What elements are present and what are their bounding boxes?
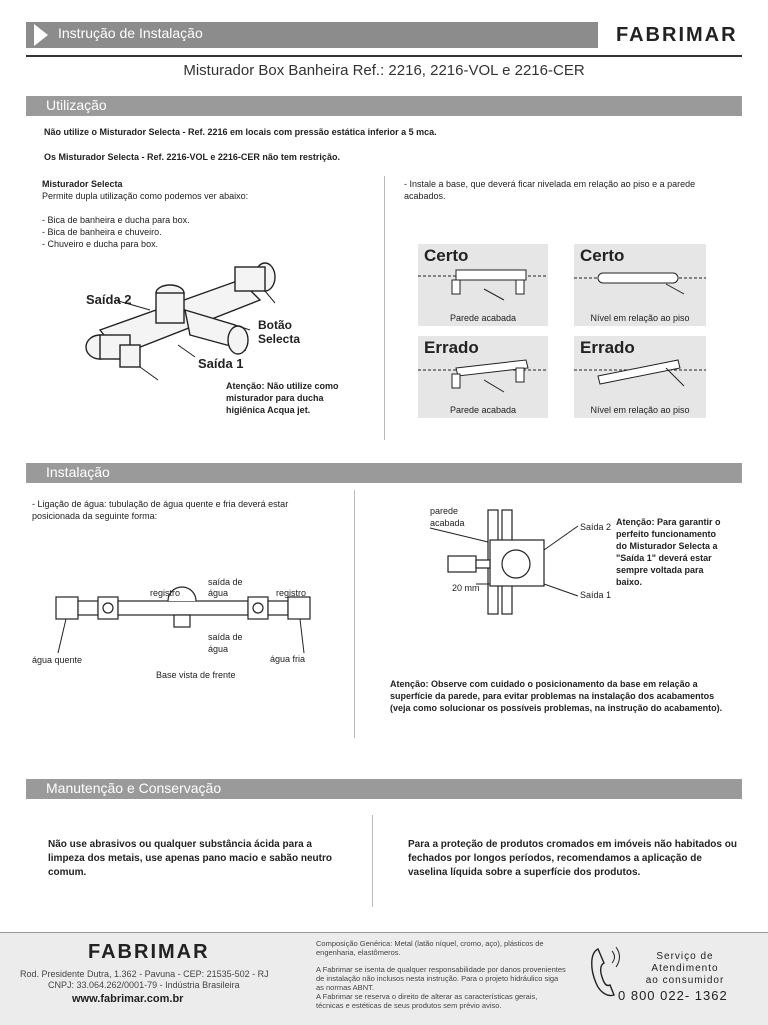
misturador-text: Permite dupla utilização como podemos ver abaixo: [42,191,249,201]
label-agua-fria: água fria [270,654,306,664]
pipe-drawing [574,264,706,309]
column-divider [384,176,385,440]
figure-head: Errado [424,338,479,357]
attention-saida-1: Atenção: Para garantir o perfeito funcionamento do Misturador Selecta a "Saída 1" deverá estar sempre voltada para baixo. [616,517,721,587]
footer [0,932,768,1025]
brand-logo: FABRIMAR [616,24,738,46]
label-saida-2: Saída 2 [86,292,132,307]
column-divider [372,815,373,907]
figure-caption: Nível em relação ao piso [590,405,690,415]
footer-brand-logo: FABRIMAR [88,941,210,963]
label-base-frente: Base vista de frente [156,670,236,680]
column-divider [354,490,355,738]
label-diagram-saida-1: Saída 1 [580,590,612,600]
section-utilizacao [26,96,742,116]
pipe-drawing [574,356,706,401]
warning-pressure: Não utilize o Misturador Selecta - Ref. 2216 em locais com pressão estática inferior a 5 mca. [44,127,437,137]
figure-errado-parede [418,336,548,418]
section-manutencao [26,779,742,799]
use-item: - Bica de banheira e chuveiro. [42,227,162,237]
install-label: Instrução de Instalação [58,25,203,41]
section-instalacao [26,463,742,483]
service-line-3: ao consumidor [645,975,725,986]
footer-website[interactable]: www.fabrimar.com.br [72,993,184,1005]
label-saida-bot-2: água [208,644,229,654]
figure-caption: Nível em relação ao piso [590,313,690,323]
section-title: Instalação [46,464,110,480]
footer-disclaimer-1: A Fabrimar se isenta de qualquer responsabilidade por danos provenientes de instalação não inclusos nesta instrução. Para o projeto hidráulico siga as normas ABNT. [316,965,566,992]
label-parede: parede [430,506,459,516]
pipe-drawing [418,356,548,401]
figure-head: Certo [580,246,625,265]
water-connection-text: - Ligação de água: tubulação de água quente e fria deverá estar posicionada da seguinte forma: [32,499,289,521]
use-item: - Chuveiro e ducha para box. [42,239,159,249]
label-acabada: acabada [430,518,465,528]
figure-head: Errado [580,338,635,357]
figure-caption: Parede acabada [449,405,517,415]
label-selecta: Selecta [258,332,301,346]
figure-caption: Parede acabada [449,313,517,323]
service-line-2: Atendimento [651,963,719,974]
warning-no-restriction: Os Misturador Selecta - Ref. 2216-VOL e 2216-CER não tem restrição. [44,152,340,162]
misturador-title: Misturador Selecta [42,179,123,189]
arrow-icon [34,24,48,46]
label-botao: Botão [258,318,292,332]
figure-head: Certo [424,246,469,265]
section-title: Utilização [46,97,107,113]
footer-cnpj: CNPJ: 33.064.262/0001-79 - Indústria Brasileira [48,980,240,990]
pipe-drawing [418,264,548,309]
figure-errado-nivel [574,336,706,418]
label-20mm: 20 mm [452,583,480,593]
maintenance-protection: Para a proteção de produtos cromados em imóveis não habitados ou fechados por longos períodos, recomendamos a aplicação de vaselina líquida sobre a superfície dos produtos. [408,839,737,878]
label-saida-top-2: água [208,588,229,598]
label-diagram-saida-2: Saída 2 [580,522,612,532]
attention-positioning: Atenção: Observe com cuidado o posicionamento da base em relação a superfície da parede, para evitar problemas na instalação dos acabamentos (veja como solucionar os possíveis problemas, na instrução do acabamento). [390,679,723,713]
use-item: - Bica de banheira e ducha para box. [42,215,190,225]
header-divider [26,55,742,57]
install-banner [26,22,598,48]
section-title: Manutenção e Conservação [46,780,222,796]
maintenance-cleaning: Não use abrasivos ou qualquer substância ácida para a limpeza dos metais, use apenas pano macio e sabão neutro comum. [48,839,332,878]
document-title: Misturador Box Banheira Ref.: 2216, 2216-VOL e 2216-CER [183,62,585,79]
label-agua-quente: água quente [32,655,83,665]
figure-certo-nivel [574,244,706,326]
attention-acqua-jet: Atenção: Não utilize como misturador para ducha higiênica Acqua jet. [226,381,339,415]
footer-disclaimer-2: A Fabrimar se reserva o direito de alterar as características gerais, técnicas e estéticas de seus produtos sem prévio aviso. [316,992,538,1010]
service-line-1: Serviço de [656,951,714,962]
label-saida-bot-1: saída de [208,632,243,642]
label-saida-1: Saída 1 [198,356,244,371]
label-saida-top-1: saída de [208,577,243,587]
footer-address: Rod. Presidente Dutra, 1.362 - Pavuna - CEP: 21535-502 - RJ [20,969,269,979]
base-instruction: - Instale a base, que deverá ficar nivelada em relação ao piso e a parede acabados. [404,179,696,201]
figure-certo-parede [418,244,548,326]
label-registro-left: registro [150,588,181,598]
label-registro-right: registro [276,588,307,598]
footer-composition: Composição Genérica: Metal (latão níquel, cromo, aço), plásticos de engenharia, elastômeros. [316,939,544,957]
service-phone[interactable]: 0 800 022- 1362 [618,988,728,1003]
